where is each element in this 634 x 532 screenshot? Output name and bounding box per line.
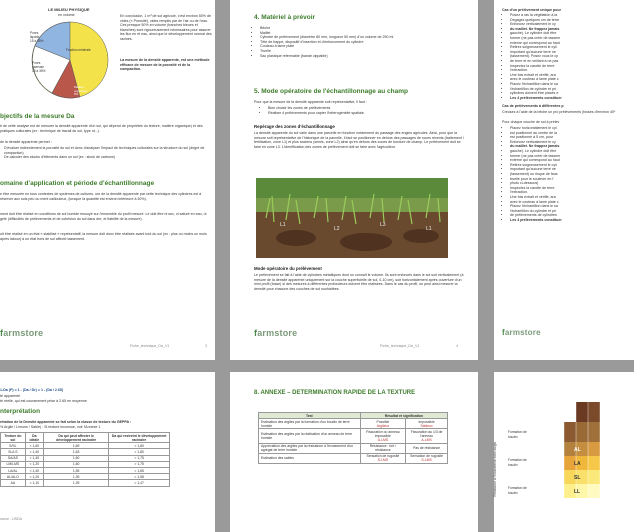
svg-text:L2: L2 [334, 226, 340, 232]
grid-label: SL [574, 475, 581, 481]
list-item: • l'extraction. [510, 190, 630, 195]
formula-legend-2: té réelle, qui est couramment prise à 2.65 en moyenne [0, 399, 87, 403]
list-item: • Inspectez la carotte de terre [510, 186, 630, 191]
footer-filename: Fiche_technique_Da_V1 [380, 344, 420, 348]
list-item: • Truelle [260, 49, 470, 54]
heading-reperage: Repérage des zones d'échantillonnage [254, 124, 335, 129]
interpretation-text: rétation de la Densité apparente se fait selon la classe de texture du GEPPA : [0, 420, 132, 424]
porosity-formula: 1-Da (P) = 1 - (Da / Dr) = 1 - (Da / 2.65) [0, 388, 64, 392]
table-header: Résultat et signification [360, 413, 447, 419]
heading-interpretation: nterprétation [0, 408, 41, 415]
prelevement-paragraph: Le prélèvement se fait à l'aide de cylindres métalliques dont on connaît le volume. Ils sont enfoncés dans le sol soit verticalement (à mesure de la densité apparente uniquement sur la couche superficielle de sol, 0-10 cm), soit horizontalement après ouverture d'un mini profil (fosse) si des mesures à différentes profondeurs doivent être réalisées. Dans le cas du profil, on peut ainsi mesurer la densité pour chacune des couches de sol souhaitées. [254, 273, 464, 291]
row-label: Formation de boudin [508, 430, 527, 439]
list-item: • avec le couteau à lame plate c [510, 200, 630, 205]
heading-annexe: 8. ANNEXE – DETERMINATION RAPIDE DE LA TEXTURE [254, 390, 416, 396]
table-row: S/SL < 1,60 1,69 > 1,80 [1, 443, 170, 449]
formula-legend-1: té apparente [0, 394, 21, 398]
y-axis-label: Résistance à l'écrasement entre doigts [493, 441, 498, 497]
pie-label-organic: Matière organique 5% [74, 85, 88, 97]
mode-list [260, 106, 468, 115]
heading-materiel: 4. Matériel à prévoir [254, 14, 316, 21]
footer-filename: Fiche_technique_Da_V1 [130, 344, 170, 348]
table-row: Estimation des argiles par la formation d'un boudin de terre humide Possible Argileux Impossible Sableux [259, 419, 448, 429]
table-row: Estimation des sables Sensation de rugosité S-LMS Sensation de rugosité S-LMS [259, 453, 448, 463]
list-item: • former (ne pas créer de tassem [510, 36, 630, 41]
multi-depth-text: Creusez à l'aide de la bêche un pro prélèvements (fosses d'environ 40* [502, 110, 616, 114]
list-item: • important qu'aucune terre ne [510, 50, 630, 55]
list-item: • Réaliser 4 prélèvements pour capter l'hétérogénéité spatiale. [268, 111, 468, 116]
list-item: • est positionné à 5 cm, pour [510, 135, 630, 140]
intro-bold-paragraph: La mesure de la densité apparente, est une méthode efficace de mesure de la porosité et de la compaction. [120, 58, 210, 72]
pie-subtitle: en volume [58, 13, 75, 17]
svg-text:L1: L1 [426, 226, 432, 232]
list-item: • (tassement). Posez vous le cy [510, 54, 630, 59]
list-item: • truelle pour le soulever en l' [510, 177, 630, 182]
list-item: • Inspectez la carotte de terre [510, 64, 630, 69]
svg-text:L1: L1 [280, 222, 286, 228]
list-item: • du maillet. Ne frappez jamais [510, 27, 630, 32]
mode-intro: Pour que la mesure de la densité apparente soit représentative, il faut : [254, 100, 367, 104]
list-item: • avec le couteau à lame plate c [510, 77, 630, 82]
single-sample-intro: Cas d'un prélèvement unique pour [502, 8, 561, 12]
table-row: SA/AS < 1,40 1,60 > 1,75 [1, 455, 170, 461]
materiel-list [252, 26, 470, 58]
table-header: Texture du sol [1, 433, 26, 443]
list-item: • Retirez soigneusement le cyli [510, 45, 630, 50]
farmstore-logo: farmstore [502, 328, 541, 337]
list-item: • Sac plastique refermable (bande zippable) [260, 54, 470, 59]
heading-prelevement: Mode opératoire du prélèvement [254, 266, 322, 271]
list-item: • Cylindre de prélèvement (diamètre 80 mm, longueur 50 mm) d'un volume de 250 ml [260, 35, 470, 40]
field-photo [256, 178, 448, 258]
list-item: • Bien choisir les zones de prélèvements [268, 106, 468, 111]
table-row: AL/ALO < 1,20 1,39 > 1,58 [1, 474, 170, 480]
list-item: • Une fois extrait et vérifié, ara [510, 73, 630, 78]
soil-composition-pie-chart [28, 18, 112, 102]
list-item: • important qu'aucune terre ne [510, 167, 630, 172]
objectifs-paragraph: é de cette analyse est de mesurer la densité apparente d'un sol, qui dépend de propriétés du texture, matière organique) et des pratiques culturales (ex : technique de travail du sol, type nt...). [0, 124, 203, 133]
document-page-2 [230, 0, 478, 360]
svg-text:L3: L3 [380, 222, 386, 228]
domaine-paragraph-3: oit être réalisé en un état « stabilisé » représentatif, la mesure doit donc être réalisée avant tout du sol (ex : plus ou moins un mois après labour) à un état hors de sol affecté tassement. [0, 232, 207, 241]
table-row: LA/AL < 1,40 1,55 > 1,65 [1, 467, 170, 473]
list-item: • Les 4 prélèvements constituer [510, 218, 630, 223]
grid-label: LA [574, 461, 581, 467]
list-item: • gauche). Le cylindre doit être [510, 31, 630, 36]
density-interpretation-table [0, 432, 170, 487]
pie-label-pores-liquid: Pores liquide 15 à 35% [30, 31, 44, 43]
heading-domaine: omaine d'application et période d'échantillonnage [0, 180, 155, 187]
list-item: • photo ci-dessous) [510, 181, 630, 186]
multi-depth-text-2: Pour chaque couche de sol à prélev [502, 120, 560, 124]
page-number: 3 [205, 344, 207, 348]
list-item: • Couteau à lame plate [260, 44, 470, 49]
list-item: • Enfoncez verticalement le cy [510, 22, 630, 27]
heading-objectifs: bjectifs de la mesure Da [0, 113, 75, 120]
document-page-3 [494, 0, 634, 360]
list-item: • externe qui correspond au haut [510, 41, 630, 46]
list-item: • cylindres doivent être placés e [510, 91, 630, 96]
list-item: • de prélèvements de cylindres [510, 213, 630, 218]
heading-mode-operatoire: 5. Mode opératoire de l'échantillonnage au champ [254, 88, 408, 95]
single-sample-steps [502, 13, 630, 100]
pie-label-mineral: Fraction minérale [66, 48, 91, 52]
list-item: • Posez à ras la végétation à la [510, 13, 630, 18]
list-item: • former (ne pas créer de tassem [510, 154, 630, 159]
table-row: SL/LS < 1,40 1,63 > 1,80 [1, 449, 170, 455]
table-row: Estimation des argiles par la réalisation d'un anneau de terre humide Fissuration ou anneau impossible A-LMS Fissuration au 1/3 de l'anneau A-LMS [259, 429, 448, 443]
list-item: • l'échantillon de cylindre et pri [510, 87, 630, 92]
table-header: Da qui peut affecter le développement racinaire [43, 433, 108, 443]
row-label: Formation de boudin [508, 486, 527, 495]
interpretation-text-2: % Argile / Limons / Sable) : Si texture inconnue, voir l'Annexe 1 [0, 425, 101, 429]
list-item: • l'extraction. [510, 68, 630, 73]
objectifs-list [0, 146, 210, 160]
reperage-paragraph: La densité apparente du sol varie dans une parcelle en fonction notamment du passage des engins agricoles. Ainsi, pour que la mesure soit représentative de l'historique de la parcelle, il faut se positionner en dehors des passages de roues récents (traitement / fertilisation, zone L1) et plus anciens (semis, zone L2) ainsi qu'en dehors des zones de bordure de champ. Le prélèvement doit se faire en zone L3. L'identification des zones de prélèvement doit se faire avec l'agriculteur. [254, 131, 464, 149]
farmstore-logo: farmstore [254, 328, 298, 338]
document-page-6 [494, 372, 634, 532]
list-item: • de terre et en veillant à ne pas [510, 59, 630, 64]
list-item: • (tassement) ou risque de faus [510, 172, 630, 177]
table-header: Da qui restreint le développement racinaire [109, 433, 170, 443]
pie-title: LE MILIEU PHYSIQUE [48, 7, 90, 12]
list-item: • l'échantillon du cylindre et pri [510, 209, 630, 214]
domaine-paragraph-2: ment doit être réalisé en conditions de sol humide ressuyé sur l'ensemble du profil mesuré. Le doit être ni sec, ni saturé en eau, ni gelé (difficultés de prélèvements et de cohésion du sol dans dre, et fiabilité de la mesure). [0, 212, 207, 221]
list-item: • gauche). Le cylindre doit être [510, 149, 630, 154]
list-item: • est positionné au centre de la [510, 131, 630, 136]
document-page-4 [0, 372, 215, 532]
document-page-1 [0, 0, 215, 360]
list-item: • Retirez soigneusement le cyli [510, 163, 630, 168]
list-item: • externe qui correspond au haut [510, 158, 630, 163]
document-page-5 [230, 372, 478, 532]
intro-paragraph: En conclusion, 1 m³ de sol agricole, c'est environ 50% de vides (« Porosité), vides remplis par de l'air ou de l'eau. Ces presque 50% en volume (tranches bleues et blanches) sont rigoureusement nécessaires pour assurer les flux en et eau, ainsi que le développement normal des racines. [120, 14, 212, 41]
objectifs-paragraph-2: de la densité apparente permet : [0, 140, 52, 144]
list-item: • De calculer des stocks d'éléments dans un sol (ex : stock de carbone) [4, 155, 210, 160]
grid-label: LL [574, 489, 581, 495]
domaine-paragraph: e être mesurée en tous contextes de systèmes de cultures. ure de la densité apparente par cette technique des cylindres est à réserver aux sols peu ou ment caillouteux, (lorsque la quantité est environ inférieure à 30%). [0, 192, 202, 201]
table-header: Da idéale [25, 433, 43, 443]
table-header: Test [259, 413, 361, 419]
pie-label-pores-gas: Pores gazeuse 15 à 35% [32, 61, 46, 73]
list-item: • Dégagez quelques cm de terre [510, 18, 630, 23]
farmstore-logo: farmstore [0, 328, 44, 338]
texture-determination-table [258, 412, 448, 464]
list-item: • Placez horizontalement le cyl [510, 126, 630, 131]
page-number: 4 [456, 344, 458, 348]
list-item: • Placez l'échantillon dans le sa [510, 204, 630, 209]
list-item: • Bêche [260, 26, 470, 31]
list-item: • Une fois extrait et vérifié, ara [510, 195, 630, 200]
list-item: • Les 4 prélèvements constituer [510, 96, 630, 101]
multi-depth-intro: Cas de prélèvements à différentes p [502, 104, 564, 108]
list-item: • Tête de frappe, dispositif d'insertion et d'enfoncement du cylindre [260, 40, 470, 45]
texture-triangle-grid [540, 402, 630, 532]
table-source: ource : USDA [0, 517, 22, 521]
table-row: LM/LMS < 1,20 1,60 > 1,75 [1, 461, 170, 467]
table-row: Appréciation des argiles par la résistance à l'écrasement d'un agrégat de terre humide Résistance : fort / résistance Pas de résistance [259, 443, 448, 453]
list-item: • Maillet [260, 31, 470, 36]
multi-depth-steps [502, 126, 630, 222]
list-item: • Placez l'échantillon dans le sa [510, 82, 630, 87]
list-item: • du maillet. Ne frappez jamais [510, 144, 630, 149]
table-row: AA < 1,10 1,39 > 1,47 [1, 480, 170, 486]
row-label: Formation de boudin [508, 458, 527, 467]
list-item: • Enfoncez verticalement le cy [510, 140, 630, 145]
grid-label: AL [574, 447, 581, 453]
list-item: • D'évaluer indirectement la porosité du sol et donc d'analyser l'impact de techniques culturales sur la structure du sol (degré de compaction) [4, 146, 210, 155]
